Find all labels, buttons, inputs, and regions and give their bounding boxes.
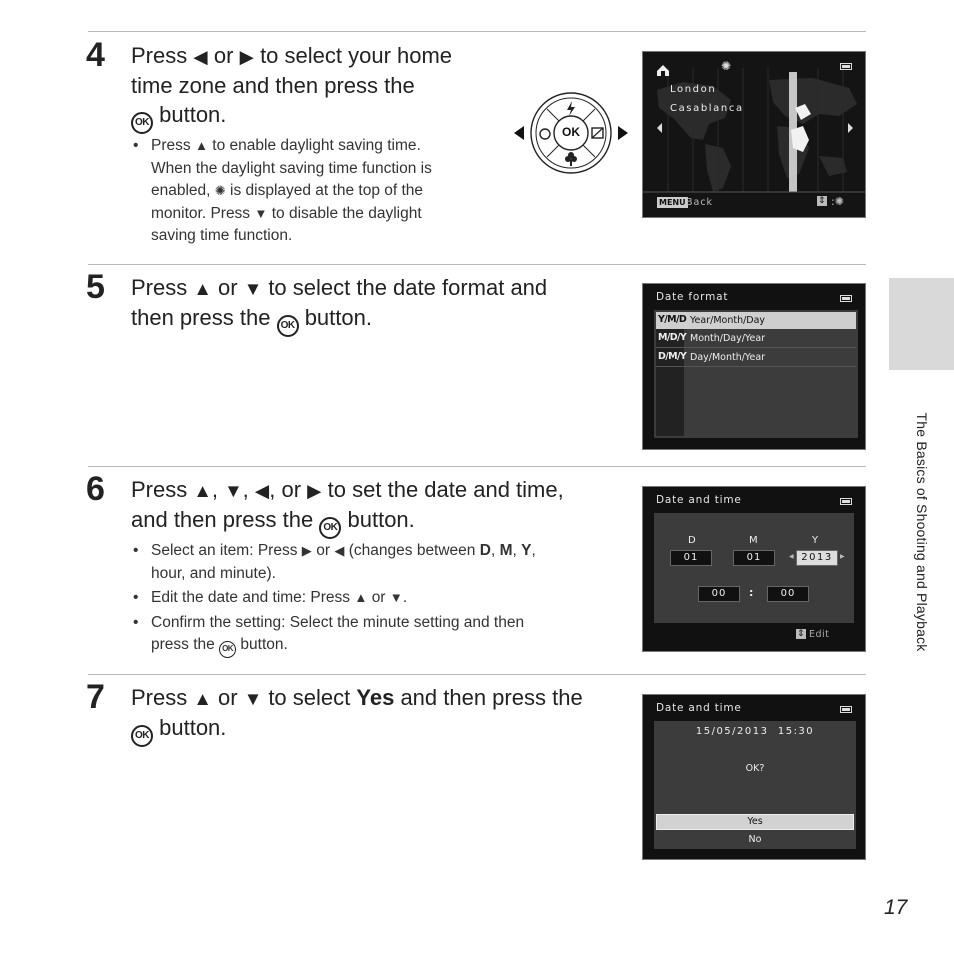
step-heading: Press ◀ or ▶ to select your home time zone and then press the OK button. xyxy=(131,41,511,134)
ok-button-icon: OK xyxy=(219,641,236,658)
ok-button-icon: OK xyxy=(319,517,341,539)
bullet-item: • Press ▲ to enable daylight saving time. When the daylight saving time function is enabled, ✺ is displayed at the top of the monitor. Press ▼ to disable the daylight saving time function. xyxy=(131,135,491,248)
down-arrow-icon: ▼ xyxy=(389,590,403,605)
up-down-icon: ⇕ xyxy=(797,629,805,639)
daylight-saving-icon: ✺ xyxy=(214,183,226,198)
ok-button-icon: OK xyxy=(131,725,153,747)
day-column-label: D xyxy=(688,535,696,546)
step-heading: Press ▲, ▼, ◀, or ▶ to set the date and time, and then press the OK button. xyxy=(131,475,621,539)
menu-item[interactable]: D/M/Y Day/Month/Year xyxy=(656,349,856,367)
bullet-item: • Confirm the setting: Select the minute setting and then press the OK button. xyxy=(131,612,601,659)
section-divider xyxy=(88,466,866,467)
back-label: Back xyxy=(686,197,714,208)
month-column-label: M xyxy=(749,535,758,546)
down-arrow-icon: ▼ xyxy=(224,480,243,501)
up-arrow-icon: ▲ xyxy=(193,480,212,501)
ok-button-label: OK xyxy=(562,125,580,139)
down-arrow-icon: ▼ xyxy=(243,688,263,709)
section-divider xyxy=(88,31,866,32)
bullet-item: • Select an item: Press ▶ or ◀ (changes between D, M, Y, hour, and minute). xyxy=(131,540,601,585)
section-divider xyxy=(88,674,866,675)
down-arrow-icon: ▼ xyxy=(254,205,268,221)
down-arrow-icon: ▼ xyxy=(243,278,263,299)
step-heading: Press ▲ or ▼ to select the date format and then press the OK button. xyxy=(131,273,611,337)
left-arrow-icon: ◀ xyxy=(193,46,208,67)
right-arrow-icon: ▶ xyxy=(301,543,312,558)
step-number: 6 xyxy=(86,470,105,508)
battery-icon xyxy=(840,498,852,505)
left-arrow-icon: ◀ xyxy=(254,480,270,501)
battery-icon xyxy=(840,63,852,70)
year-column-label: Y xyxy=(812,535,819,546)
step-number: 4 xyxy=(86,36,105,74)
daylight-saving-icon: ✺ xyxy=(721,59,732,73)
menu-item[interactable]: M/D/Y Month/Day/Year xyxy=(656,330,856,348)
step-number: 7 xyxy=(86,678,105,716)
ok-button-icon: OK xyxy=(277,315,299,337)
timezone-screen xyxy=(642,51,866,218)
up-arrow-icon: ▲ xyxy=(194,138,208,153)
edit-label: Edit xyxy=(809,629,830,640)
chapter-label: The Basics of Shooting and Playback xyxy=(914,412,930,652)
multi-selector-icon xyxy=(512,92,630,174)
year-field[interactable]: 2013 xyxy=(796,550,838,566)
confirm-screen xyxy=(642,694,866,860)
chapter-tab xyxy=(889,278,954,370)
screen-title: Date and time xyxy=(656,494,742,506)
month-field[interactable]: 01 xyxy=(733,550,775,566)
datetime-value: 15/05/2013 15:30 xyxy=(695,726,815,737)
menu-button-icon: MENU xyxy=(659,198,686,207)
section-divider xyxy=(88,264,866,265)
date-time-screen xyxy=(642,486,866,652)
right-arrow-icon: ▶ xyxy=(307,480,322,501)
page-number: 17 xyxy=(884,896,908,919)
confirm-question: OK? xyxy=(745,763,765,774)
step-heading: Press ▲ or ▼ to select Yes and then press the OK button. xyxy=(131,683,621,747)
up-arrow-icon: ▲ xyxy=(193,688,212,709)
battery-icon xyxy=(840,295,852,302)
menu-item-selected[interactable]: Y/M/D Year/Month/Day xyxy=(656,312,856,329)
bullet-item: • Edit the date and time: Press ▲ or ▼. xyxy=(131,587,601,610)
city-name: Casablanca xyxy=(670,103,744,114)
up-arrow-icon: ▲ xyxy=(193,278,212,299)
date-format-screen xyxy=(642,283,866,450)
minute-field[interactable]: 00 xyxy=(767,586,809,602)
right-arrow-icon: ▶ xyxy=(239,46,254,67)
hour-field[interactable]: 00 xyxy=(698,586,740,602)
ok-button-icon: OK xyxy=(131,112,153,134)
yes-option[interactable]: Yes xyxy=(656,814,854,830)
step-bullets xyxy=(131,540,601,660)
step-number: 5 xyxy=(86,268,105,306)
up-down-icon: ⇕ xyxy=(818,196,826,206)
day-field[interactable]: 01 xyxy=(670,550,712,566)
world-map xyxy=(643,52,866,218)
no-option[interactable]: No xyxy=(748,834,762,845)
screen-title: Date and time xyxy=(656,702,742,714)
daylight-saving-icon: :✺ xyxy=(831,195,844,208)
left-arrow-icon: ◀ xyxy=(334,543,345,558)
step-bullets xyxy=(131,135,491,250)
edit-panel xyxy=(654,513,854,623)
time-separator: : xyxy=(749,586,754,599)
screen-title: Date format xyxy=(656,291,729,303)
left-arrow-icon: ◀ xyxy=(789,553,794,560)
city-name: London xyxy=(670,84,717,95)
battery-icon xyxy=(840,706,852,713)
up-arrow-icon: ▲ xyxy=(354,590,368,605)
right-arrow-icon: ▶ xyxy=(840,553,845,560)
